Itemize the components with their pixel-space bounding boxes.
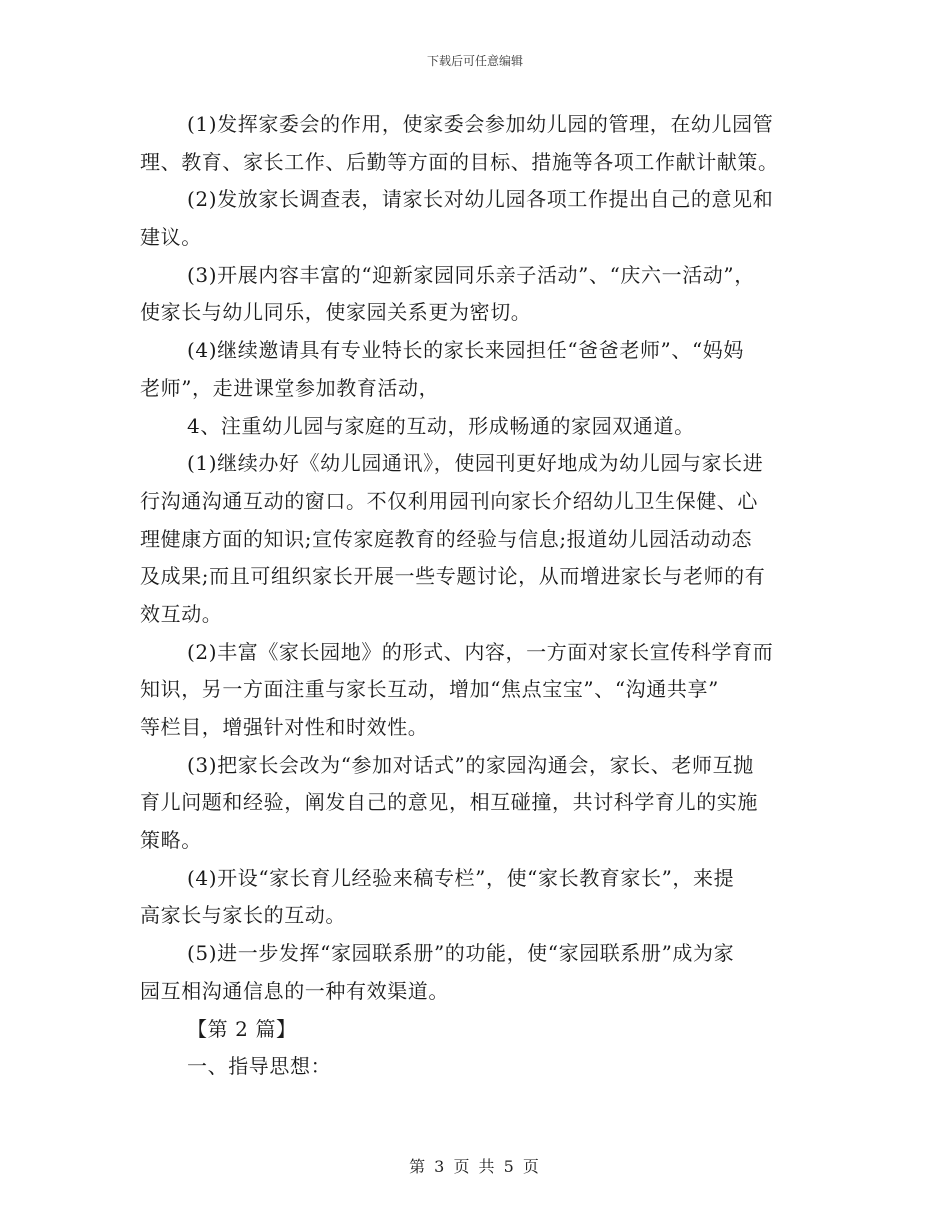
- paragraph-line: (4)继续邀请具有专业特长的家长来园担任“爸爸老师”、“妈妈: [187, 338, 745, 363]
- document-body: [140, 106, 812, 1086]
- paragraph-line: (1)继续办好《幼儿园通讯》，使园刊更好地成为幼儿园与家长进: [187, 451, 764, 476]
- paragraph-line: (1)发挥家委会的作用，使家委会参加幼儿园的管理，在幼儿园管: [187, 112, 774, 136]
- paragraph-line: 理健康方面的知识;宣传家庭教育的经验与信息;报道幼儿园活动动态: [140, 526, 753, 551]
- paragraph-line: 育儿问题和经验，阐发自己的意见，相互碰撞，共讨科学育儿的实施: [140, 790, 758, 815]
- paragraph-line: (2)发放家长调查表，请家长对幼儿园各项工作提出自己的意见和: [187, 187, 774, 212]
- paragraph-line: 策略。: [140, 828, 202, 853]
- paragraph-line: 知识，另一方面注重与家长互动，增加“焦点宝宝”、“沟通共享”: [140, 677, 719, 702]
- paragraph-line: 园互相沟通信息的一种有效渠道。: [140, 978, 449, 1003]
- paragraph-line: (3)开展内容丰富的“迎新家园同乐亲子活动”、“庆六一活动”，: [187, 262, 755, 287]
- paragraph-line: 使家长与幼儿同乐，使家园关系更为密切。: [140, 300, 532, 325]
- paragraph-line: (3)把家长会改为“参加对话式”的家园沟通会，家长、老师互抛: [187, 752, 754, 777]
- paragraph-line: (2)丰富《家长园地》的形式、内容，一方面对家长宣传科学育而: [187, 639, 774, 664]
- paragraph-line: 及成果;而且可组织家长开展一些专题讨论，从而增进家长与老师的有: [140, 564, 766, 589]
- section-marker: 【第 2 篇】: [187, 1016, 297, 1041]
- paragraph-line: 建议。: [140, 225, 202, 250]
- paragraph-line: 效互动。: [140, 601, 223, 626]
- section-heading: 4、注重幼儿园与家庭的互动，形成畅通的家园双通道。: [187, 413, 695, 438]
- paragraph-line: 等栏目，增强针对性和时效性。: [140, 715, 429, 739]
- page-header: 下载后可任意编辑: [426, 54, 523, 68]
- paragraph-line: (4)开设“家长育儿经验来稿专栏”，使“家长教育家长”，来提: [187, 865, 735, 890]
- paragraph-line: 高家长与家长的互动。: [140, 903, 346, 928]
- page-footer: 第 3 页 共 5 页: [409, 1157, 541, 1176]
- section-heading: 一、指导思想：: [187, 1054, 332, 1079]
- paragraph-line: 行沟通沟通互动的窗口。不仅利用园刊向家长介绍幼儿卫生保健、心: [140, 488, 758, 513]
- paragraph-line: (5)进一步发挥“家园联系册”的功能，使“家园联系册”成为家: [187, 941, 735, 966]
- paragraph-line: 老师”，走进课堂参加教育活动，: [140, 375, 440, 400]
- paragraph-line: 理、教育、家长工作、后勤等方面的目标、措施等各项工作献计献策。: [140, 149, 779, 174]
